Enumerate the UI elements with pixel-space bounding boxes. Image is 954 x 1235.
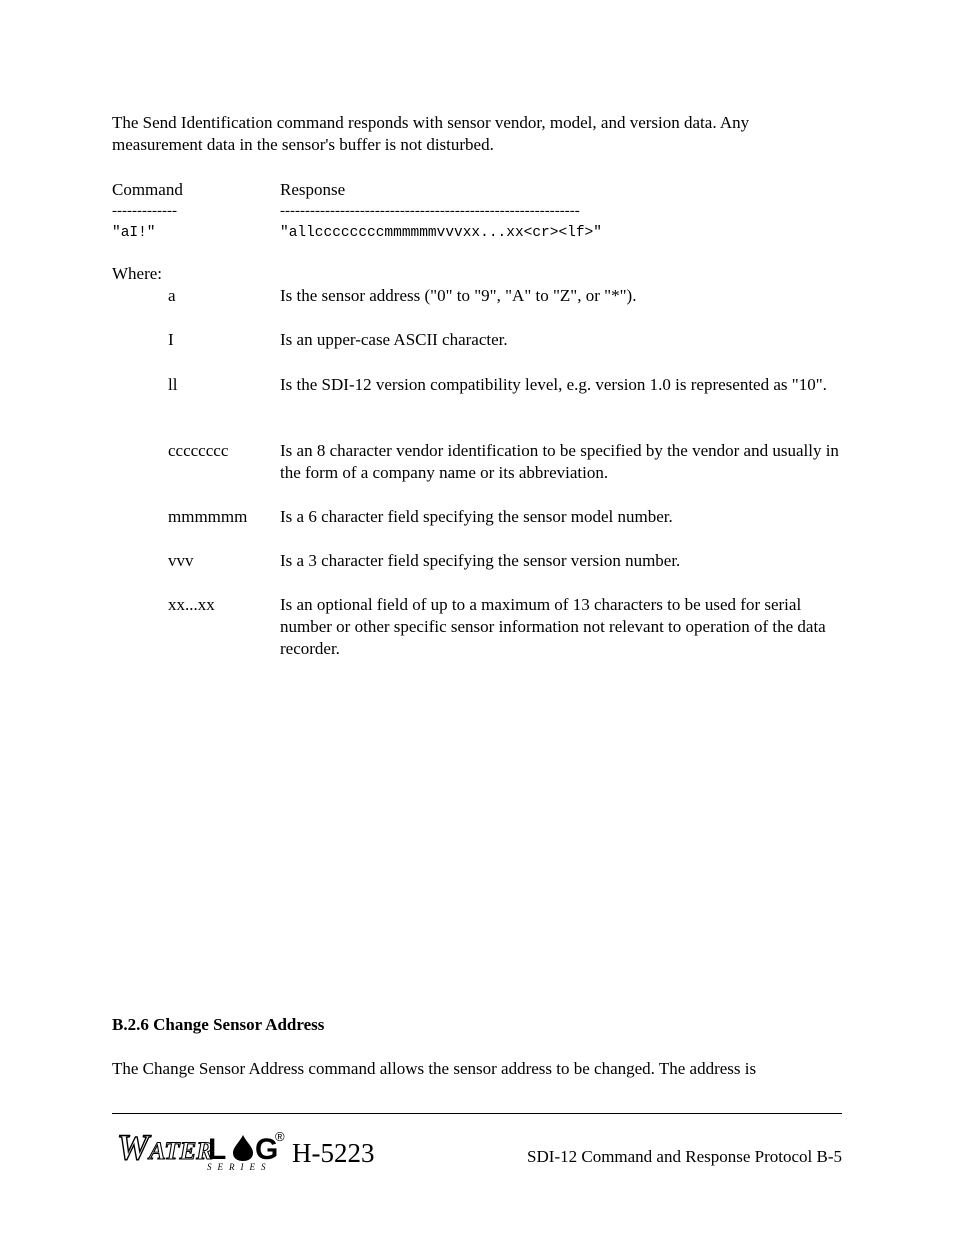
definition-desc: Is an upper-case ASCII character. — [280, 330, 508, 349]
intro-line-1: The Send Identification command responds with sensor vendor, model, and version data. Any — [112, 113, 750, 132]
where-label: Where: — [112, 264, 163, 283]
definition-desc: Is the sensor address ("0" to "9", "A" to "Z", or "*"). — [280, 286, 637, 305]
definition-term: a — [168, 286, 176, 305]
definition-term: I — [168, 330, 174, 349]
definition-desc: Is a 3 character field specifying the sensor version number. — [280, 551, 681, 570]
response-header: Response — [280, 180, 346, 199]
logo-g-text: G — [255, 1133, 279, 1166]
logo-log-text: L — [208, 1133, 227, 1166]
logo-water-rest: ATER — [149, 1138, 213, 1165]
definition-desc: Is an 8 character vendor identification to be specified by the vendor and usually in the form of a company name or its abbreviation. — [280, 441, 839, 482]
waterlog-logo-graphic — [115, 1125, 290, 1173]
definition-desc: Is an optional field of up to a maximum of 13 characters to be used for serial number or other specific sensor information not relevant to operation of the data recorder. — [280, 595, 826, 658]
response-divider: ------------------------------------------------------------ — [280, 203, 580, 219]
definition-term: vvv — [168, 551, 194, 570]
definition-desc: Is a 6 character field specifying the sensor model number. — [280, 507, 673, 526]
model-number: H-5223 — [292, 1138, 375, 1168]
footer-rule — [112, 1113, 842, 1114]
definition-term: xx...xx — [168, 595, 215, 614]
command-divider: ------------- — [112, 203, 177, 219]
logo-series-text: SERIES — [207, 1162, 272, 1172]
definition-term: cccccccc — [168, 441, 229, 460]
definition-term: ll — [168, 375, 178, 394]
registered-mark: ® — [275, 1129, 285, 1144]
waterlog-logo — [115, 1125, 290, 1173]
section-text: The Change Sensor Address command allows the sensor address to be changed. The address is — [112, 1059, 757, 1078]
page-label: SDI-12 Command and Response Protocol B-5 — [527, 1147, 842, 1166]
definition-term: mmmmmm — [168, 507, 248, 526]
command-value: "aI!" — [112, 225, 156, 241]
water-drop-icon — [233, 1135, 253, 1161]
section-heading: B.2.6 Change Sensor Address — [112, 1015, 325, 1034]
intro-line-2: measurement data in the sensor's buffer is not disturbed. — [112, 135, 494, 154]
logo-water-w: W — [117, 1127, 150, 1167]
command-header: Command — [112, 180, 183, 199]
response-value: "allccccccccmmmmmmvvvxx...xx<cr><lf>" — [280, 225, 602, 241]
definition-desc: Is the SDI-12 version compatibility level, e.g. version 1.0 is represented as "10". — [280, 375, 827, 394]
